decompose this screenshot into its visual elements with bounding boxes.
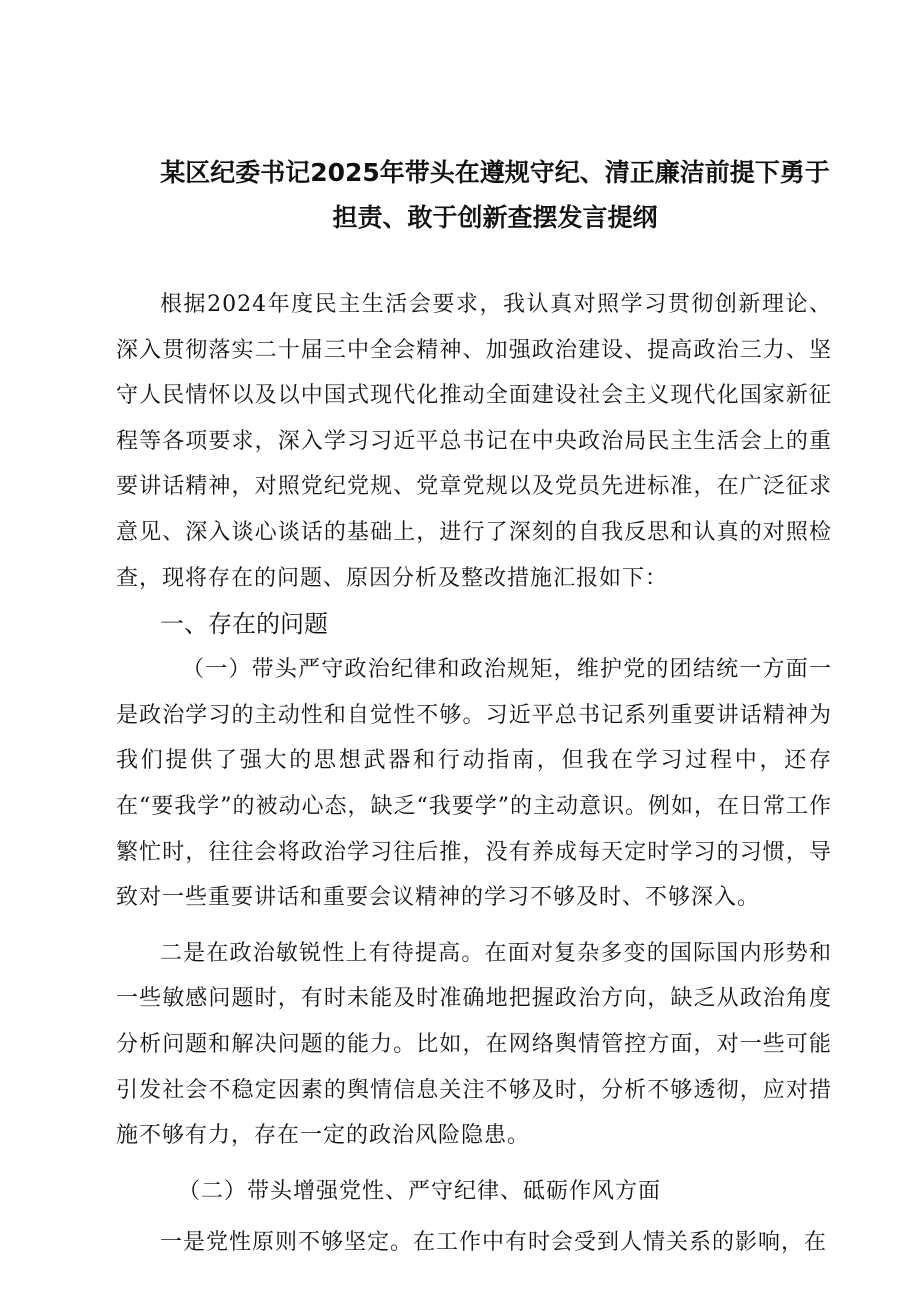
document-body [116,282,832,1266]
intro-paragraph: 根据2024年度民主生活会要求，我认真对照学习贯彻创新理论、深入贯彻落实二十届三中全会精神、加强政治建设、提高政治三力、坚守人民情怀以及以中国式现代化推动全面建设社会主义现代化国家新征程等各项要求，深入学习习近平总书记在中央政治局民主生活会上的重要讲话精神，对照党纪党规、党章党规以及党员先进标准，在广泛征求意见、深入谈心谈话的基础上，进行了深刻的自我反思和认真的对照检查，现将存在的问题、原因分析及整改措施汇报如下： [116,292,832,591]
section-heading-problems: 一、存在的问题 [160,610,328,639]
subsection-2-heading: （二）带头增强党性、严守纪律、砥砺作风方面 [178,1178,662,1204]
paragraph-party-spirit: 一是党性原则不够坚定。在工作中有时会受到人情关系的影响，在 [160,1230,828,1256]
paragraph-political-sensitivity: 二是在政治敏锐性上有待提高。在面对复杂多变的国际国内形势和一些敏感问题时，有时未能及时准确地把握政治方向，缺乏从政治角度分析问题和解决问题的能力。比如，在网络舆情管控方面，对一些可能引发社会不稳定因素的舆情信息关注不够及时，分析不够透彻，应对措施不够有力，存在一定的政治风险隐患。 [116,940,832,1149]
paragraph-gap [116,1159,832,1169]
document-title: 某区纪委书记2025年带头在遵规守纪、清正廉洁前提下勇于担责、敢于创新查摆发言提纲 [160,158,830,232]
paragraph-gap [116,921,832,931]
subsection-1-paragraph: （一）带头严守政治纪律和政治规矩，维护党的团结统一方面一是政治学习的主动性和自觉性不够。习近平总书记系列重要讲话精神为我们提供了强大的思想武器和行动指南，但我在学习过程中，还存在“要我学”的被动心态，缺乏“我要学”的主动意识。例如，在日常工作繁忙时，往往会将政治学习往后推，没有养成每天定时学习的习惯，导致对一些重要讲话和重要会议精神的学习不够及时、不够深入。 [116,657,832,911]
